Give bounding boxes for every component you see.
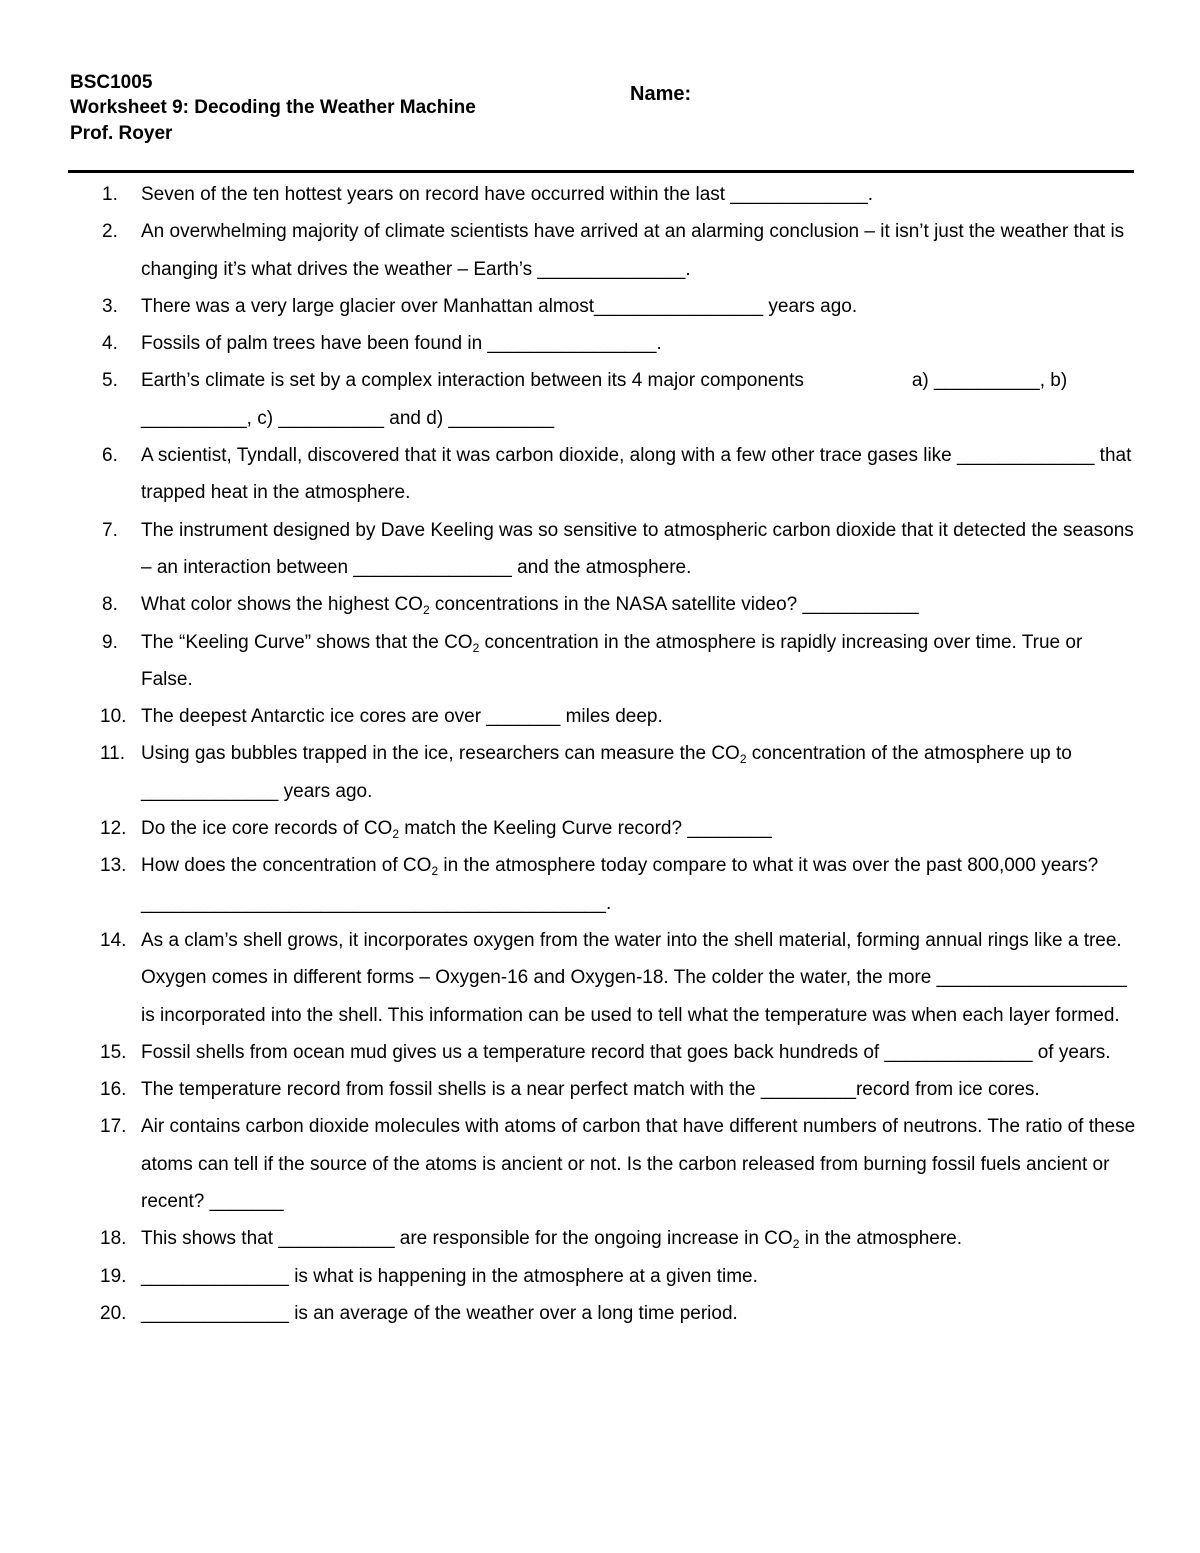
question-6: A scientist, Tyndall, discovered that it was carbon dioxide, along with a few other trace gases like _____________ that trapped heat in the atmosphere.	[141, 445, 1132, 504]
question-1: Seven of the ten hottest years on record have occurred within the last _____________.	[141, 184, 873, 205]
question-5: Earth’s climate is set by a complex interaction between its 4 major components a) __________, b) __________, c) __________ and d) __________	[141, 370, 1068, 429]
question-11: Using gas bubbles trapped in the ice, researchers can measure the $CO_2$ concentration of the atmosphere up to _____________ years ago.	[141, 743, 1072, 802]
question-12: Do the ice core records of $CO_2$ match the Keeling Curve record? ________	[141, 818, 772, 842]
question-19: ______________ is what is happening in the atmosphere at a given time.	[141, 1265, 758, 1287]
question-14: As a clam’s shell grows, it incorporates oxygen from the water into the shell material, forming annual rings like a tree. Oxygen comes in different forms – Oxygen-16 and Oxygen-18. The colder the water, the more __________________ is incorporated into the shell. This information can be used to tell what the temperature was when each layer formed.	[141, 929, 1127, 1026]
question-8: What color shows the highest $CO_2$ concentrations in the NASA satellite video? ___________	[141, 594, 919, 618]
question-4: Fossils of palm trees have been found in ________________.	[141, 333, 662, 355]
course-code: BSC1005	[70, 72, 153, 93]
header-divider	[68, 170, 1134, 173]
name-label: Name:	[630, 83, 692, 105]
question-7: The instrument designed by Dave Keeling was so sensitive to atmospheric carbon dioxide that it detected the seasons – an interaction between _______________ and the atmosphere.	[141, 519, 1134, 578]
question-3: There was a very large glacier over Manhattan almost________________ years ago.	[141, 295, 858, 317]
question-list	[108, 176, 1138, 1332]
question-18: This shows that ___________ are responsible for the ongoing increase in $CO_2$ in the atmosphere.	[141, 1228, 963, 1252]
question-13: How does the concentration of $CO_2$ in the atmosphere today compare to what it was over the past 800,000 years? ____________________________________________.	[141, 855, 1099, 914]
question-2: An overwhelming majority of climate scientists have arrived at an alarming conclusion – it isn’t just the weather that is changing it’s what drives the weather – Earth’s ______________.	[141, 221, 1125, 280]
worksheet-title: Worksheet 9: Decoding the Weather Machine	[70, 97, 476, 118]
question-10: The deepest Antarctic ice cores are over _______ miles deep.	[141, 706, 663, 728]
professor-name: Prof. Royer	[70, 123, 173, 144]
question-16: The temperature record from fossil shells is a near perfect match with the _________record from ice cores.	[141, 1079, 1040, 1101]
question-17: Air contains carbon dioxide molecules with atoms of carbon that have different numbers of neutrons. The ratio of these atoms can tell if the source of the atoms is ancient or not. Is the carbon released from burning fossil fuels ancient or recent? _______	[141, 1116, 1136, 1213]
question-9: The “Keeling Curve” shows that the $CO_2$ concentration in the atmosphere is rapidly increasing over time. True or False.	[141, 631, 1083, 690]
question-15: Fossil shells from ocean mud gives us a temperature record that goes back hundreds of ______________ of years.	[141, 1041, 1111, 1063]
question-20: ______________ is an average of the weather over a long time period.	[141, 1302, 738, 1324]
